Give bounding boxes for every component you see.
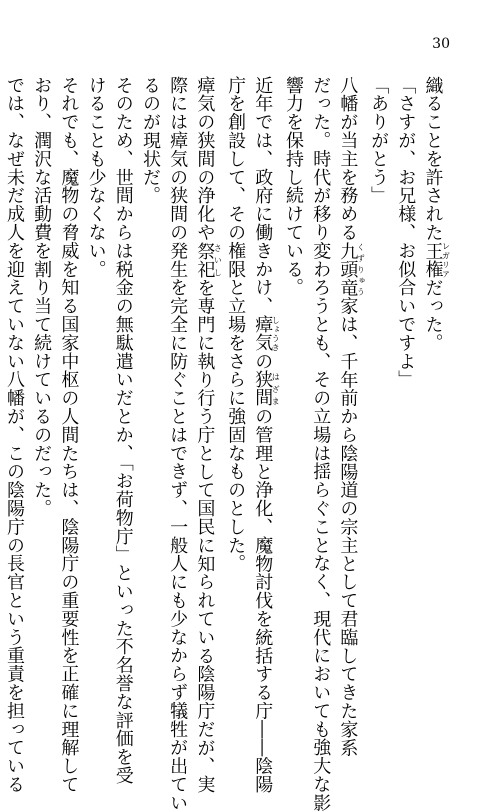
ruby-word: 狭間はざま (252, 370, 281, 408)
text-line: 際には瘴気の狭間の発生を完全に防ぐことはできず、一般人にも少なからず犠牲が出てい (167, 76, 189, 812)
text-line: 織ることを許された王権レガリアだった。 (422, 76, 451, 353)
ruby-word: 祭祀さいし (194, 241, 223, 279)
text-line: けることも少なくない。 (85, 76, 107, 279)
text-line: 八幡が当主を務める九頭竜くずりゅう家は、千年前から陰陽道の宗主として君臨してきた家系 (337, 76, 366, 757)
ruby-word: 九頭竜くずりゅう (337, 241, 366, 297)
text-line: 瘴気の狭間の浄化や祭祀さいしを専門に執り行う庁として国民に知られている陰陽庁だが、実 (194, 76, 223, 794)
text-line: るのが現状だ。 (139, 76, 161, 205)
vertical-body-text (3, 76, 451, 812)
ruby-word: 王権レガリア (422, 241, 451, 279)
text-line: それでも、魔物の脅威を知る国家中枢の人間たちは、陰陽庁の重要性を正確に理解して (58, 76, 80, 794)
ruby-word: 瘴気しょうき (252, 315, 281, 353)
text-line: 近年では、政府に働きかけ、瘴気しょうきの狭間はざまの管理と浄化、魔物討伐を統括する庁――陰陽 (252, 76, 281, 794)
text-line: 「さすが、お兄様、お似合いですよ」 (395, 76, 417, 389)
page-number: 30 (432, 36, 450, 52)
text-line: では、なぜ未だ成人を迎えていない八幡が、この陰陽庁の長官という重責を担っている (3, 76, 25, 794)
text-line: 庁を創設して、その権限と立場をさらに強固なものとした。 (225, 76, 247, 573)
text-line: だった。時代が移り変わろうとも、その立場は揺らぐことなく、現代においても強大な影 (310, 76, 332, 812)
text-line: 「ありがとう」 (368, 76, 390, 205)
text-line: そのため、世間からは税金の無駄遣いだとか、「お荷物庁」といった不名誉な評価を受 (112, 76, 134, 785)
text-line: 響力を保持し続けている。 (282, 76, 304, 297)
text-line: おり、潤沢な活動費を割り当て続けているのだった。 (31, 76, 53, 518)
